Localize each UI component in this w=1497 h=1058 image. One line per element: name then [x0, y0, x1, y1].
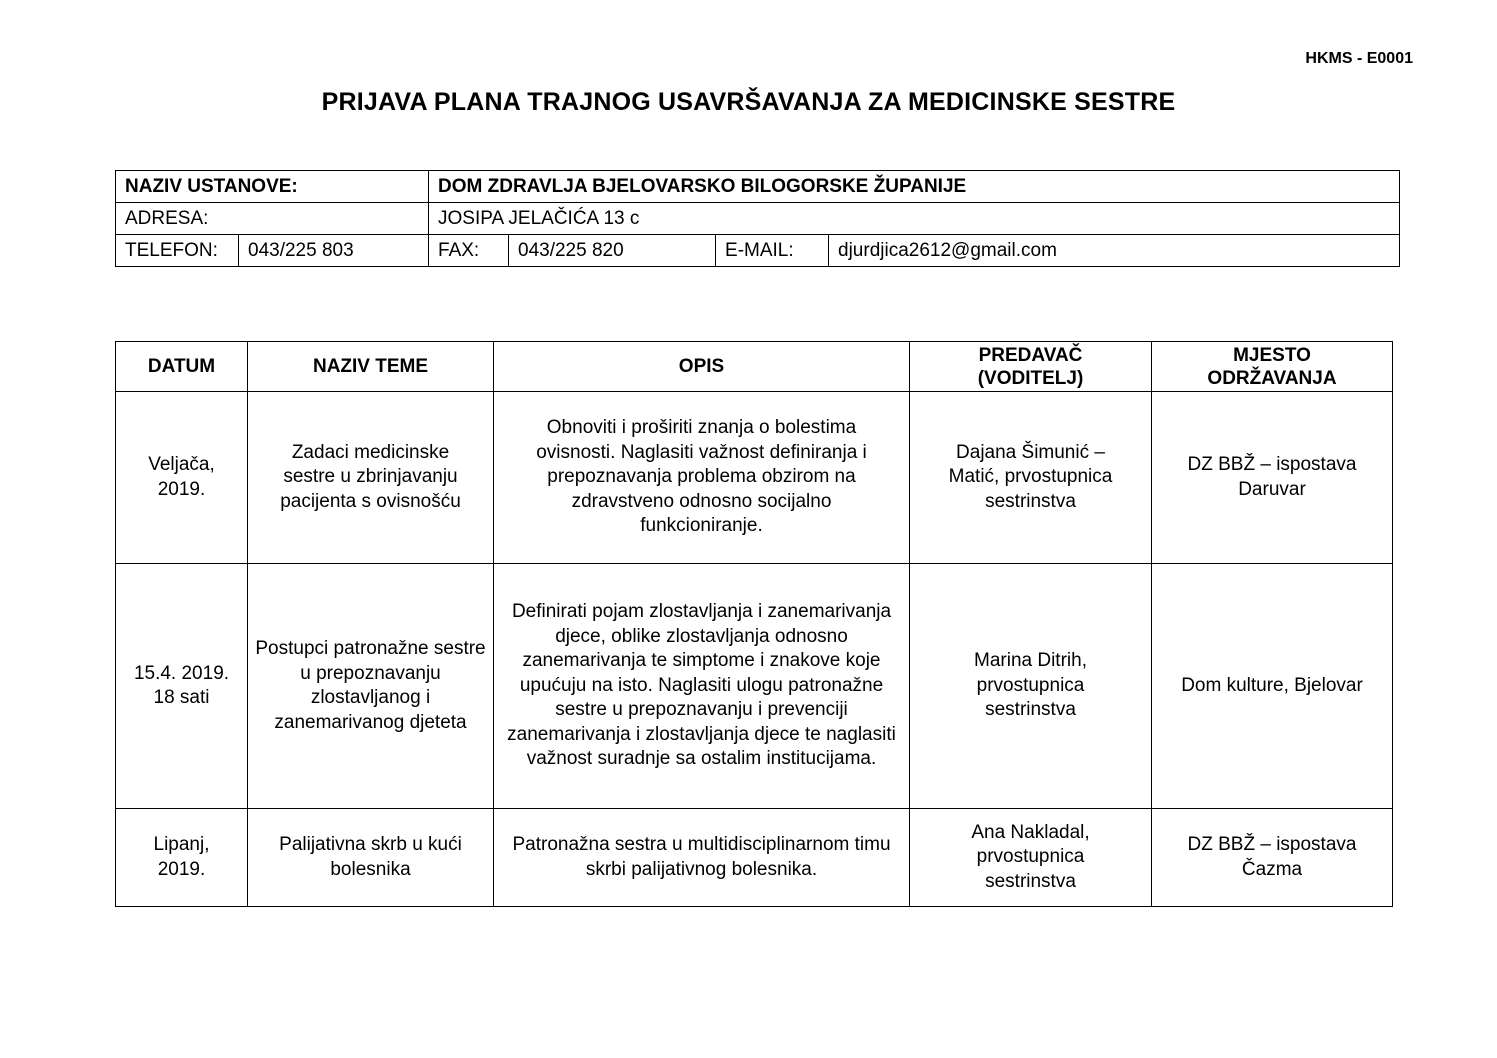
row-place: DZ BBŽ – ispostava Čazma	[1152, 809, 1393, 907]
row-date-line2: 2019.	[157, 478, 206, 500]
row-date-line1: 15.4. 2019.	[133, 662, 230, 684]
row-topic: Zadaci medicinske sestre u zbrinjavanju pacijenta s ovisnošću	[248, 392, 494, 564]
row-description: Definirati pojam zlostavljanja i zanemarivanja djece, oblike zlostavljanja odnosno zanemarivanja te simptome i znakove koje upućuju na isto. Naglasiti ulogu patronažne sestre u prepoznavanju i prevenciji zanemarivanja i zlostavljanja djece te naglasiti važnost suradnje sa ostalim institucijama.	[494, 564, 910, 809]
institution-table	[115, 170, 1400, 267]
row-topic: Palijativna skrb u kući bolesnika	[248, 809, 494, 907]
row-date-line1: Veljača,	[148, 454, 215, 475]
row-lecturer: Ana Nakladal, prvostupnica sestrinstva	[910, 809, 1152, 907]
header-lecturer-line2: (VODITELJ)	[977, 367, 1084, 389]
header-description: OPIS	[494, 342, 910, 392]
header-date: DATUM	[116, 342, 248, 392]
email-label: E-MAIL:	[716, 235, 829, 267]
header-topic: NAZIV TEME	[248, 342, 494, 392]
phone-value: 043/225 803	[239, 235, 429, 267]
header-lecturer	[910, 342, 1152, 392]
row-lecturer: Dajana Šimunić – Matić, prvostupnica sestrinstva	[910, 392, 1152, 564]
row-description: Patronažna sestra u multidisciplinarnom timu skrbi palijativnog bolesnika.	[494, 809, 910, 907]
institution-address-row	[116, 203, 1400, 235]
header-place-line1: MJESTO	[1233, 344, 1311, 366]
header-place-line2: ODRŽAVANJA	[1207, 367, 1337, 389]
phone-label: TELEFON:	[116, 235, 239, 267]
row-date	[116, 392, 248, 564]
row-date-line2: 18 sati	[153, 687, 210, 708]
row-place: Dom kulture, Bjelovar	[1152, 564, 1393, 809]
address-label: ADRESA:	[116, 203, 429, 235]
row-date-line2: 2019.	[157, 858, 206, 880]
fax-value: 043/225 820	[509, 235, 716, 267]
row-lecturer: Marina Ditrih, prvostupnica sestrinstva	[910, 564, 1152, 809]
plan-table	[115, 341, 1393, 907]
institution-name-row	[116, 171, 1400, 203]
form-code: HKMS - E0001	[1305, 50, 1413, 67]
row-topic: Postupci patronažne sestre u prepoznavanju zlostavljanog i zanemarivanog djeteta	[248, 564, 494, 809]
page-title: PRIJAVA PLANA TRAJNOG USAVRŠAVANJA ZA MEDICINSKE SESTRE	[321, 88, 1176, 116]
institution-name-value: DOM ZDRAVLJA BJELOVARSKO BILOGORSKE ŽUPANIJE	[429, 171, 1400, 203]
address-value: JOSIPA JELAČIĆA 13 c	[429, 203, 1400, 235]
row-date	[116, 564, 248, 809]
institution-name-label: NAZIV USTANOVE:	[116, 171, 429, 203]
row-date-line1: Lipanj,	[153, 834, 210, 855]
table-row	[116, 809, 1393, 907]
row-place: DZ BBŽ – ispostava Daruvar	[1152, 392, 1393, 564]
plan-header-row	[116, 342, 1393, 392]
table-row	[116, 564, 1393, 809]
row-date	[116, 809, 248, 907]
fax-label: FAX:	[429, 235, 509, 267]
row-description: Obnoviti i proširiti znanja o bolestima ovisnosti. Naglasiti važnost definiranja i prepoznavanja problema obzirom na zdravstveno odnosno socijalno funkcioniranje.	[494, 392, 910, 564]
email-value: djurdjica2612@gmail.com	[829, 235, 1400, 267]
header-place	[1152, 342, 1393, 392]
institution-contact-row	[116, 235, 1400, 267]
header-lecturer-line1: PREDAVAČ	[978, 344, 1083, 366]
table-row	[116, 392, 1393, 564]
